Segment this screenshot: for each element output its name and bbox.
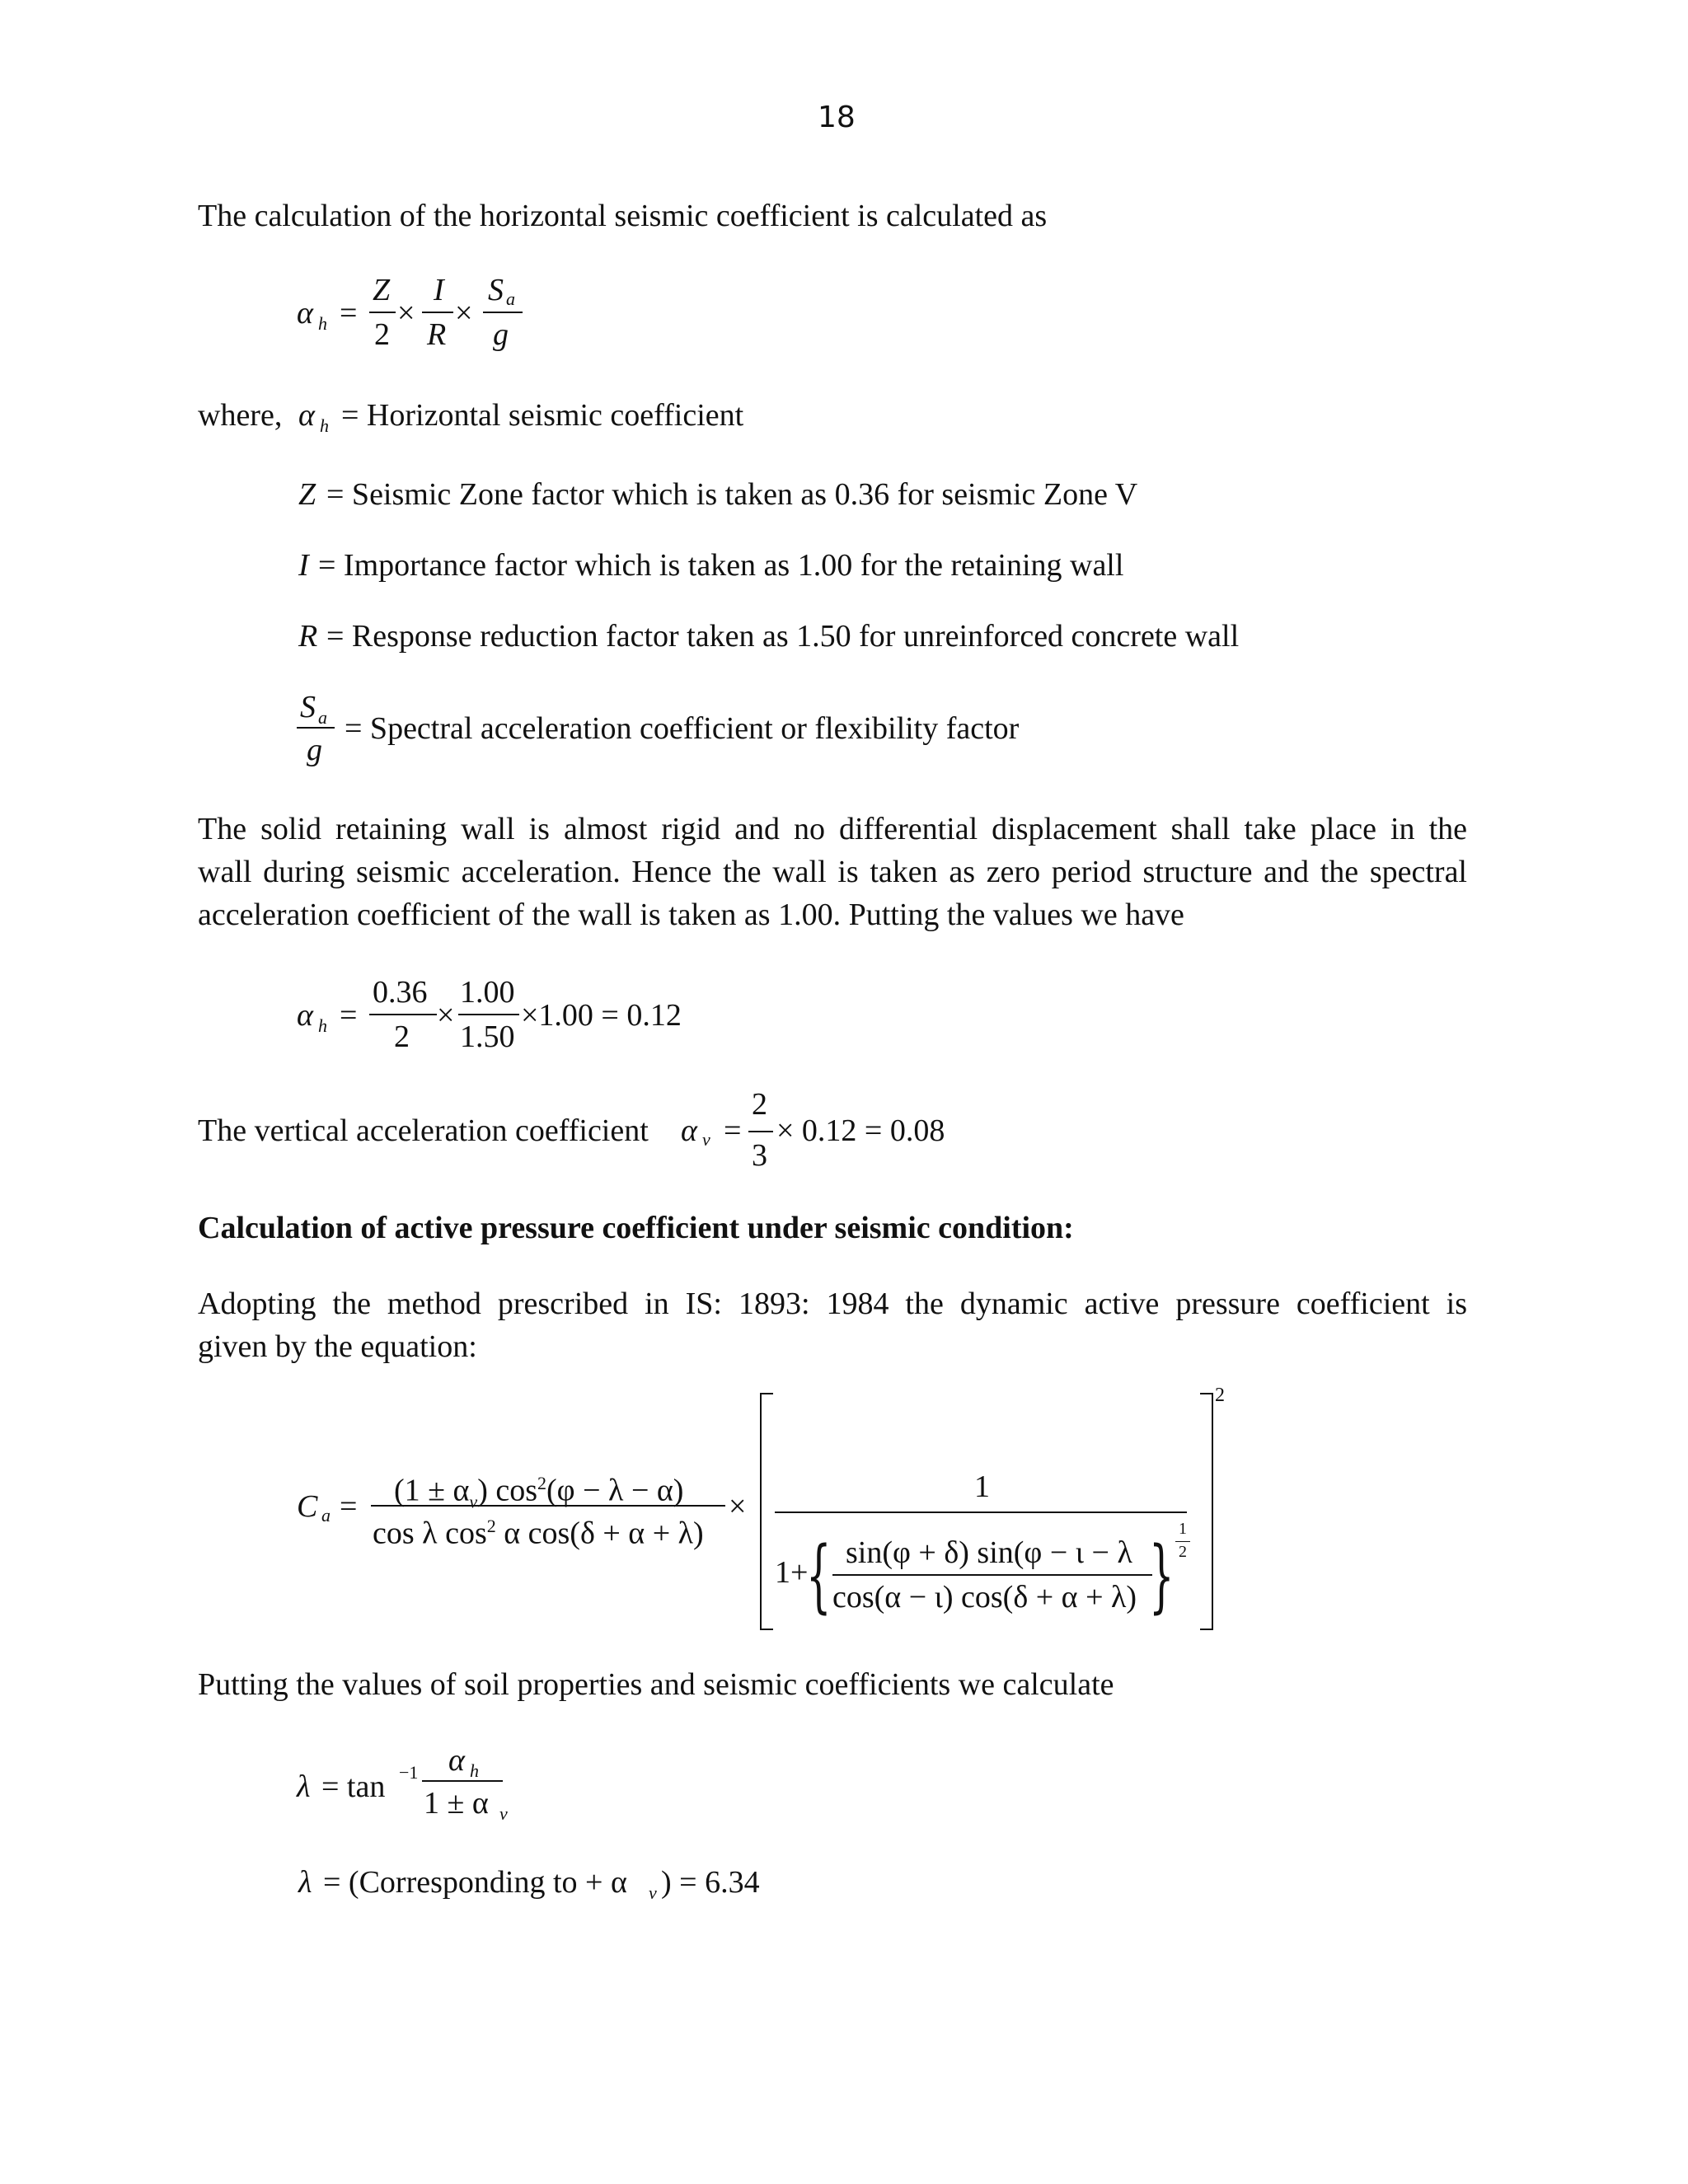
fraction-numerator: 1 bbox=[974, 1469, 990, 1504]
where-label: where, bbox=[198, 398, 283, 433]
left-brace: { bbox=[806, 1530, 832, 1622]
fraction-numerator: 0.36 bbox=[373, 975, 428, 1010]
paragraph-line: wall during seismic acceleration. Hence the wall is taken as zero period structure and the spectral bbox=[198, 855, 1467, 889]
fraction-denominator: g bbox=[307, 733, 322, 767]
definition-symbol-subscript: h bbox=[320, 415, 329, 436]
equals-sign: = bbox=[340, 998, 358, 1033]
fraction-denominator: R bbox=[427, 317, 447, 352]
equation-horizontal-value bbox=[297, 966, 758, 1073]
equation-horizontal-coefficient bbox=[297, 264, 544, 371]
one-plus: 1+ bbox=[775, 1555, 809, 1590]
fraction-numerator-subscript: h bbox=[470, 1760, 479, 1781]
equation-result: × 0.12 = 0.08 bbox=[776, 1113, 945, 1148]
fraction-numerator: 2 bbox=[752, 1087, 767, 1122]
brace-numerator: sin(φ + δ) sin(φ − ι − λ bbox=[846, 1535, 1132, 1570]
page-number: 18 bbox=[818, 101, 856, 134]
fraction-numerator: α bbox=[448, 1743, 465, 1778]
right-brace: } bbox=[1149, 1530, 1175, 1622]
fraction-denominator: 2 bbox=[374, 317, 390, 352]
paragraph-line: Adopting the method prescribed in IS: 1893: 1984 the dynamic active pressure coefficient is bbox=[198, 1286, 1467, 1321]
definition-symbol: I bbox=[298, 548, 309, 583]
fraction-denominator: cos λ $\cos^2 \alpha$ cos(δ + α + λ) bbox=[373, 1516, 704, 1551]
coefficient-symbol: C bbox=[297, 1489, 318, 1524]
paragraph-rigid-wall bbox=[198, 808, 1467, 936]
definition-text: = Importance factor which is taken as 1.00 for the retaining wall bbox=[318, 548, 1124, 583]
fraction-bar bbox=[371, 1505, 725, 1507]
definition-text: = Spectral acceleration coefficient or flexibility factor bbox=[345, 711, 1020, 746]
vertical-coefficient-text: The vertical acceleration coefficient bbox=[198, 1113, 649, 1148]
fraction-bar bbox=[297, 727, 335, 729]
equation-active-pressure bbox=[297, 1385, 1236, 1638]
fraction-denominator: 1.50 bbox=[460, 1019, 515, 1054]
paragraph-line: acceleration coefficient of the wall is taken as 1.00. Putting the values we have bbox=[198, 898, 1184, 932]
fraction-numerator: 1.00 bbox=[460, 975, 515, 1010]
section-heading: Calculation of active pressure coefficient under seismic condition: bbox=[198, 1211, 1074, 1245]
half-exponent-numerator: 1 bbox=[1179, 1520, 1187, 1538]
alpha-symbol: α bbox=[297, 296, 313, 330]
fraction-numerator: $(1 \pm \alpha_v)$ $\cos^2(\varphi - \lambda - \alpha)$ bbox=[394, 1473, 684, 1512]
definition-symbol: α bbox=[298, 398, 315, 433]
putting-sentence: Putting the values of soil properties and seismic coefficients we calculate bbox=[198, 1667, 1114, 1702]
lambda-value-result: ) = 6.34 bbox=[661, 1865, 760, 1900]
fraction-numerator: S bbox=[488, 273, 504, 307]
times-sign: × bbox=[455, 296, 473, 330]
equals-tan: = tan bbox=[321, 1769, 386, 1804]
definition-text: = Seismic Zone factor which is taken as 0.36 for seismic Zone V bbox=[326, 477, 1138, 512]
brace-denominator: cos(α − ι) cos(δ + α + λ) bbox=[832, 1580, 1137, 1615]
equation-lambda bbox=[297, 1737, 626, 1844]
fraction-bar bbox=[422, 1780, 503, 1782]
fraction-bar bbox=[422, 312, 453, 313]
equals-sign: = bbox=[724, 1113, 742, 1148]
lambda-symbol: λ bbox=[298, 1865, 312, 1900]
lambda-value-text: = (Corresponding to + α bbox=[323, 1865, 627, 1900]
right-bracket bbox=[1200, 1393, 1213, 1630]
fraction-bar bbox=[775, 1511, 1187, 1513]
definition-text: = Response reduction factor taken as 1.50 for unreinforced concrete wall bbox=[326, 619, 1240, 654]
fraction-numerator: I bbox=[434, 273, 444, 307]
fraction-numerator: Z bbox=[373, 273, 391, 307]
times-sign: × bbox=[437, 998, 455, 1033]
lambda-symbol: λ bbox=[297, 1769, 311, 1804]
inverse-exponent: −1 bbox=[399, 1762, 419, 1783]
definition-text: = Horizontal seismic coefficient bbox=[341, 398, 744, 433]
alpha-symbol: α bbox=[297, 998, 313, 1033]
paragraph-line: given by the equation: bbox=[198, 1329, 477, 1364]
fraction-bar bbox=[748, 1131, 773, 1132]
fraction-numerator: S bbox=[300, 690, 316, 724]
alpha-subscript: h bbox=[318, 313, 327, 334]
fraction-denominator-subscript: v bbox=[499, 1803, 508, 1824]
fraction-numerator-subscript: a bbox=[318, 707, 327, 728]
fraction-bar bbox=[458, 1014, 519, 1015]
left-bracket bbox=[760, 1393, 773, 1630]
definition-symbol: R bbox=[298, 619, 318, 654]
alpha-symbol: α bbox=[681, 1113, 697, 1148]
fraction-bar bbox=[832, 1574, 1152, 1576]
equals-sign: = bbox=[340, 1489, 358, 1524]
alpha-subscript: h bbox=[318, 1015, 327, 1036]
definition-spectral bbox=[297, 689, 1203, 780]
paragraph-method bbox=[198, 1282, 1467, 1368]
times-sign: × bbox=[397, 296, 415, 330]
fraction-denominator: 3 bbox=[752, 1138, 767, 1173]
times-sign: × bbox=[729, 1489, 747, 1524]
fraction-bar bbox=[369, 1014, 437, 1015]
equals-sign: = bbox=[340, 296, 358, 330]
fraction-denominator: 2 bbox=[394, 1019, 410, 1054]
alpha-subscript: v bbox=[649, 1882, 657, 1903]
fraction-bar bbox=[1175, 1541, 1190, 1542]
equation-result: ×1.00 = 0.12 bbox=[521, 998, 682, 1033]
paragraph-line: The solid retaining wall is almost rigid and no differential displacement shall take place in the bbox=[198, 812, 1467, 846]
outer-exponent: 2 bbox=[1215, 1385, 1225, 1406]
definition-symbol: Z bbox=[298, 477, 316, 512]
fraction-denominator: g bbox=[493, 317, 509, 352]
fraction-numerator-subscript: a bbox=[506, 288, 515, 309]
alpha-subscript: v bbox=[702, 1129, 710, 1150]
fraction-bar bbox=[483, 312, 523, 313]
fraction-denominator: 1 ± α bbox=[424, 1786, 489, 1821]
fraction-bar bbox=[369, 312, 396, 313]
half-exponent-denominator: 2 bbox=[1179, 1543, 1187, 1561]
coefficient-subscript: a bbox=[321, 1505, 331, 1526]
intro-sentence: The calculation of the horizontal seismic coefficient is calculated as bbox=[198, 199, 1048, 233]
